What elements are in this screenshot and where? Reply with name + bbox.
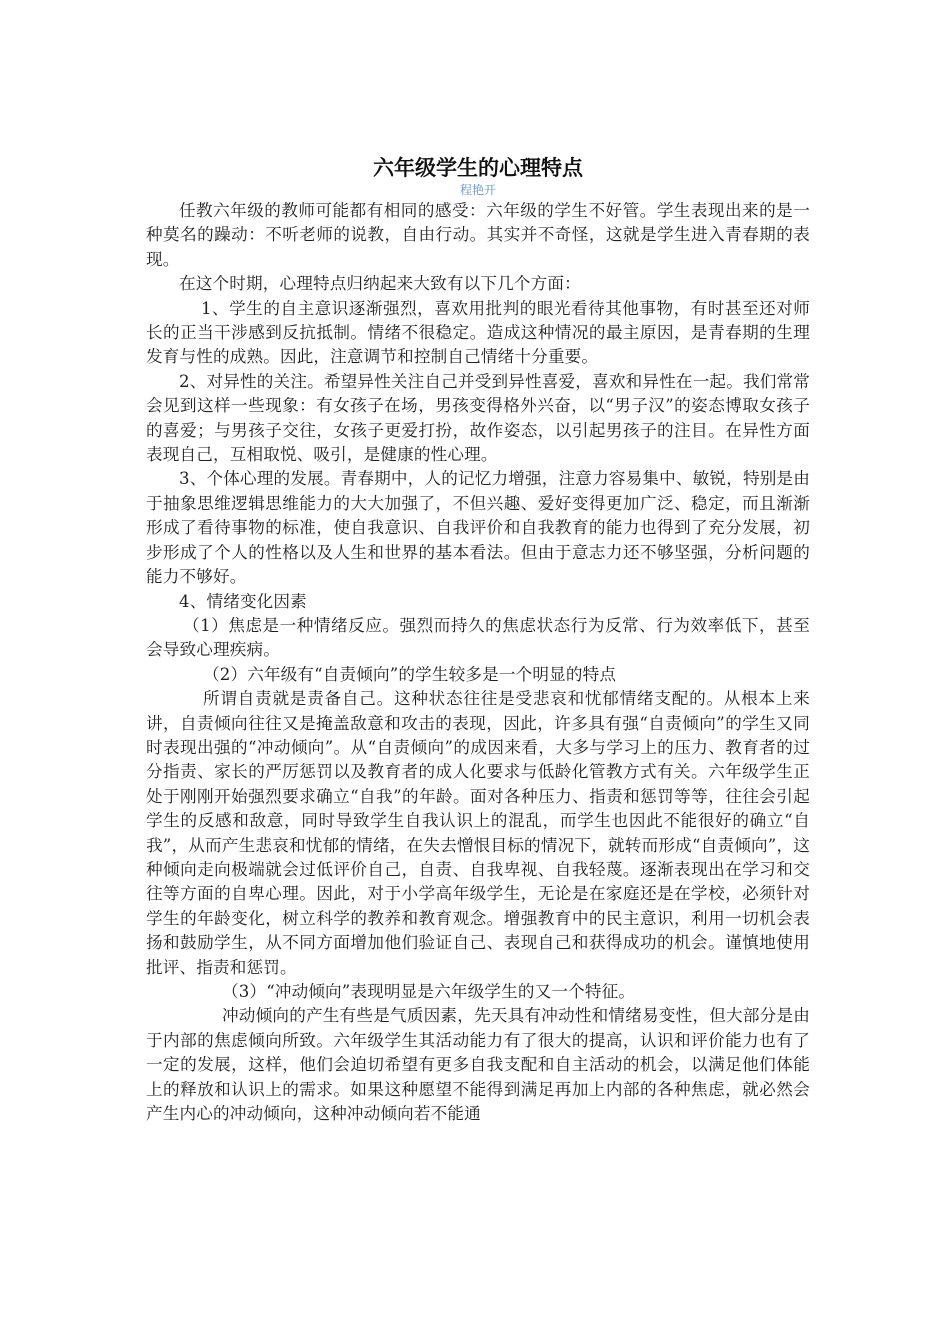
paragraph-point-2: 2、对异性的关注。希望异性关注自己并受到异性喜爱，喜欢和异性在一起。我们常常会见到这样一些现象：有女孩子在场，男孩变得格外兴奋，以“男子汉”的姿态博取女孩子的喜爱；与男孩子交往，女孩子更爱打扮，故作姿态，以引起男孩子的注目。在异性方面表现自己，互相取悦、吸引，是健康的性心理。 bbox=[146, 371, 810, 465]
paragraph-point-3: 3、个体心理的发展。青春期中，人的记忆力增强，注意力容易集中、敏锐，特别是由于抽象思维逻辑思维能力的大大加强了，不但兴趣、爱好变得更加广泛、稳定，而且渐渐形成了看待事物的标准，使自我意识、自我评价和自我教育的能力也得到了充分发展，初步形成了个人的性格以及人生和世界的基本看法。但由于意志力还不够坚强，分析问题的能力不够好。 bbox=[146, 469, 810, 587]
paragraph-impulse-body: 冲动倾向的产生有些是气质因素，先天具有冲动性和情绪易变性，但大部分是由于内部的焦虑倾向所致。六年级学生其活动能力有了很大的提高，认识和评价能力也有了一定的发展，这样，他们会迫切希望有更多自我支配和自主活动的机会，以满足他们体能上的释放和认识上的需求。如果这种愿望不能得到满足再加上内部的各种焦虑，就必然会产生内心的冲动倾向，这种冲动倾向若不能通 bbox=[146, 1006, 810, 1124]
document-body bbox=[146, 151, 810, 1126]
paragraph-self-blame-body: 所谓自责就是责备自己。这种状态往往是受悲哀和忧郁情绪支配的。从根本上来讲，自责倾向往往又是掩盖敌意和攻击的表现，因此，许多具有强“自责倾向”的学生又同时表现出强的“冲动倾向”。从“自责倾向”的成因来看，大多与学习上的压力、教育者的过分指责、家长的严厉惩罚以及教育者的成人化要求与低龄化管教方式有关。六年级学生正处于刚刚开始强烈要求确立“自我”的年龄。面对各种压力、指责和惩罚等等，往往会引起学生的反感和敌意，同时导致学生自我认识上的混乱，而学生也因此不能很好的确立“自我”，从而产生悲哀和忧郁的情绪，在失去憎恨目标的情况下，就转而形成“自责倾向”，这种倾向走向极端就会过低评价自己，自责、自我卑视、自我轻蔑。逐渐表现出在学习和交往等方面的自卑心理。因此，对于小学高年级学生，无论是在家庭还是在学校，必须针对学生的年龄变化，树立科学的教养和教育观念。增强教育中的民主意识，利用一切机会表扬和鼓励学生，从不同方面增加他们验证自己、表现自己和获得成功的机会。谨慎地使用批评、指责和惩罚。 bbox=[146, 689, 810, 977]
document-author: 程艳开 bbox=[459, 183, 496, 197]
paragraph-anxiety: （1）焦虑是一种情绪反应。强烈而持久的焦虑状态行为反常、行为效率低下，甚至会导致心理疾病。 bbox=[146, 615, 810, 660]
paragraph-overview: 在这个时期，心理特点归纳起来大致有以下几个方面： bbox=[179, 274, 581, 294]
document-title: 六年级学生的心理特点 bbox=[373, 156, 583, 180]
paragraph-intro: 任教六年级的教师可能都有相同的感受：六年级的学生不好管。学生表现出来的是一种莫名的躁动：不听老师的说教，自由行动。其实并不奇怪，这就是学生进入青春期的表现。 bbox=[146, 201, 810, 269]
paragraph-point-4-heading: 4、情绪变化因素 bbox=[179, 591, 307, 611]
paragraph-impulse-heading: （3）“冲动倾向”表现明显是六年级学生的又一个特征。 bbox=[222, 982, 636, 1001]
paragraph-point-1: 1、学生的自主意识逐渐强烈，喜欢用批判的眼光看待其他事物，有时甚至还对师长的正当干涉感到反抗抵制。情绪不很稳定。造成这种情况的最主原因，是青春期的生理发育与性的成熟。因此，注意调节和控制自己情绪十分重要。 bbox=[146, 298, 810, 367]
paragraph-self-blame-heading: （2）六年级有“自责倾向”的学生较多是一个明显的特点 bbox=[203, 664, 617, 684]
